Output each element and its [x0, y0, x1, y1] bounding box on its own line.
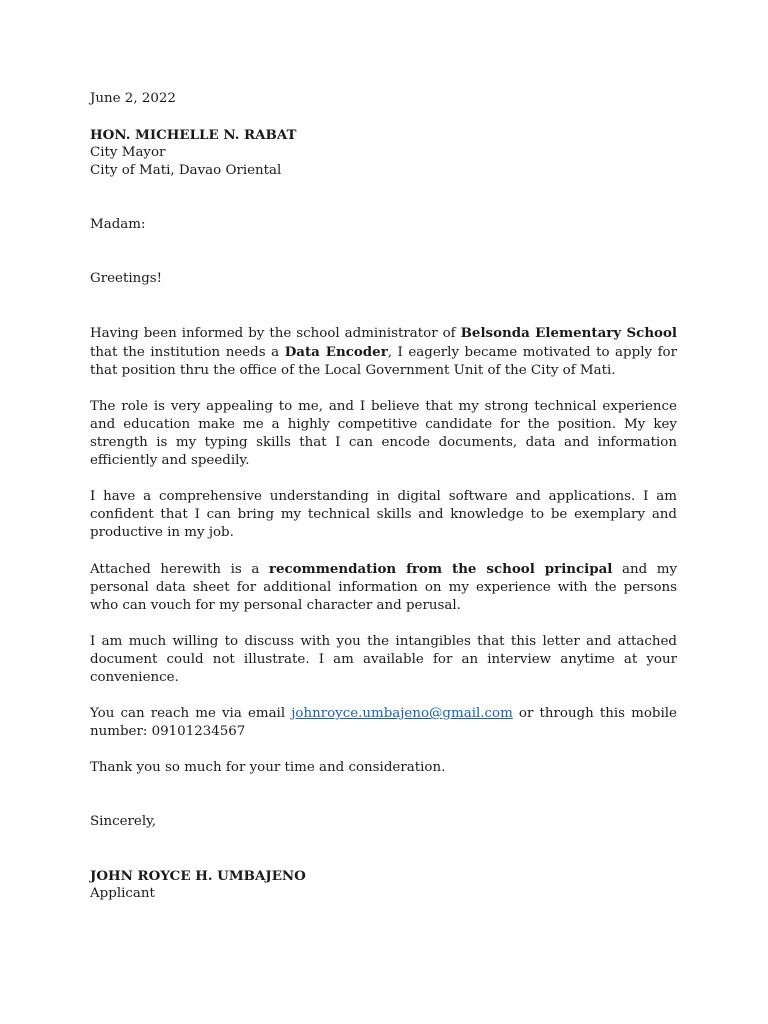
paragraph-intro	[90, 324, 677, 380]
spacer	[90, 542, 677, 560]
paragraph-text: that the institution needs a	[90, 345, 285, 360]
paragraph-text: Having been informed by the school administrator of	[90, 326, 461, 341]
position-title: Data Encoder	[284, 344, 388, 360]
spacer	[90, 380, 677, 398]
paragraph-interview: I am much willing to discuss with you the intangibles that this letter and attached document could not illustrate. I am available for an interview anytime at your convenience.	[90, 634, 677, 685]
email-link[interactable]: johnroyce.umbajeno@gmail.com	[291, 706, 513, 721]
spacer	[90, 615, 677, 633]
spacer	[90, 108, 677, 126]
spacer	[90, 180, 677, 216]
recipient-title: City Mayor	[90, 145, 166, 160]
paragraph-text: Attached herewith is a	[90, 562, 269, 577]
school-name: Belsonda Elementary School	[460, 325, 678, 341]
paragraph-text: or through this mobile number: 09101234567	[90, 706, 677, 739]
paragraph-text: You can reach me via email	[90, 706, 292, 721]
spacer	[90, 777, 677, 813]
paragraph-role: The role is very appealing to me, and I believe that my strong technical experience and education make me a highly competitive candidate for the position. My key strength is my typing skills that I can encode documents, data and information efficiently and speedily.	[90, 399, 677, 468]
letter-date: June 2, 2022	[90, 91, 176, 106]
paragraph-attachments	[90, 560, 677, 615]
recipient-address: City of Mati, Davao Oriental	[90, 163, 282, 178]
spacer	[90, 741, 677, 759]
signer-name: JOHN ROYCE H. UMBAJENO	[90, 868, 306, 884]
paragraph-text: and my personal data sheet for additional information on my experience with the persons who can vouch for my personal character and perusal.	[90, 562, 678, 613]
spacer	[90, 288, 677, 324]
paragraph-skills: I have a comprehensive understanding in digital software and applications. I am confident that I can bring my technical skills and knowledge to be exemplary and productive in my job.	[90, 489, 677, 540]
paragraph-text: , I eagerly became motivated to apply for that position thru the office of the Local Government Unit of the City of Mati.	[90, 345, 677, 378]
recipient-name: HON. MICHELLE N. RABAT	[90, 127, 297, 143]
closing: Sincerely,	[90, 814, 157, 829]
paragraph-contact	[90, 705, 677, 741]
spacer	[90, 831, 677, 867]
salutation: Madam:	[90, 217, 146, 232]
spacer	[90, 234, 677, 270]
letter	[90, 90, 677, 903]
signer-role: Applicant	[90, 886, 155, 901]
greeting: Greetings!	[90, 271, 163, 286]
spacer	[90, 470, 677, 488]
recommendation-text: recommendation from the school principal	[268, 561, 613, 577]
spacer	[90, 687, 677, 705]
paragraph-thanks: Thank you so much for your time and consideration.	[90, 760, 446, 775]
